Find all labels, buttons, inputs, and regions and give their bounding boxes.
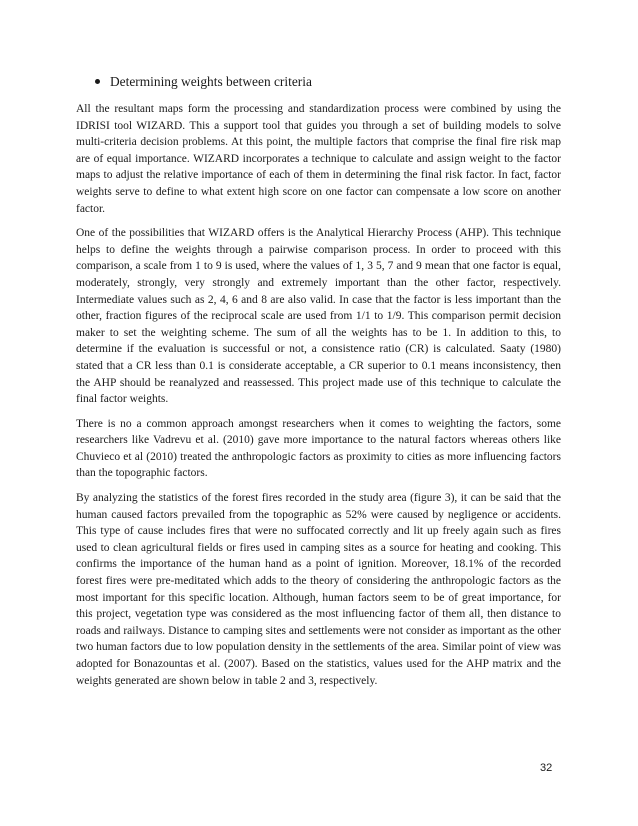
page-number: 32 (540, 762, 553, 774)
body-text (76, 101, 561, 697)
paragraph-fire-statistics: By analyzing the statistics of the forest fires recorded in the study area (figure 3), it can be said that the human caused factors prevailed from the topographic as 52% were caused by negligence or accidents. This type of cause includes fires that were no suffocated correctly and lit up freely again such as fires used to clean agricultural fields or fires used in camping sites as a source for heating and cooking. This confirms the importance of the human hand as a point of ignition. Moreover, 18.1% of the recorded forest fires were pre-meditated which adds to the theory of considering the anthropologic factors as the most important for this specific location. Although, human factors seem to be of great importance, for this project, vegetation type was considered as the most influencing factor of them all, then distance to roads and railways. Distance to camping sites and settlements were not consider as important as the other two human factors due to low population density in the settlements of the area. Similar point of view was adopted for Bonazountas et al. (2007). Based on the statistics, values used for the AHP matrix and the weights generated are shown below in table 2 and 3, respectively. (76, 492, 561, 687)
paragraph-research-approaches: There is no a common approach amongst researchers when it comes to weighting the factors, some researchers like Vadrevu et al. (2010) gave more importance to the natural factors whereas others like Chuvieco et al (2010) treated the anthropologic factors as proximity to cities as more influencing factors than the topographic factors. (76, 417, 561, 480)
paragraph-ahp-method: One of the possibilities that WIZARD offers is the Analytical Hierarchy Process (AHP). This technique helps to define the weights through a pairwise comparison process. In order to proceed with this comparison, a scale from 1 to 9 is used, where the values of 1, 3 5, 7 and 9 mean that one factor is equal, moderately, strongly, very strongly and extremely important than the other factor, respectively. Intermediate values such as 2, 4, 6 and 8 are also valid. In case that the factor is less important than the other, fraction figures of the reciprocal scale are used from 1/1 to 1/9. This comparison permit decision maker to set the weighting scheme. The sum of all the weights has to be 1. In addition to this, to determine if the evaluation is successful or not, a consistence ratio (CR) is calculated. Saaty (1980) stated that a CR less than 0.1 is considerate acceptable, a CR superior to 0.1 means inconsistency, then the AHP should be reanalyzed and reassessed. This project made use of this technique to calculate the final factor weights. (76, 227, 561, 406)
bullet-icon (95, 79, 100, 84)
paragraph-wizard-intro: All the resultant maps form the processing and standardization process were combined by using the IDRISI tool WIZARD. This a support tool that guides you through a set of building models to solve multi-criteria decision problems. At this point, the multiple factors that comprise the final fire risk map are of equal importance. WIZARD incorporates a technique to calculate and assign weight to the factor maps to adjust the relative importance of each of them in determining the final risk factor. In fact, factor weights serve to define to what extent high score on one factor can compensate a low score on another factor. (76, 103, 561, 215)
section-bullet-heading (95, 73, 555, 90)
bullet-heading-text: Determining weights between criteria (110, 74, 312, 89)
